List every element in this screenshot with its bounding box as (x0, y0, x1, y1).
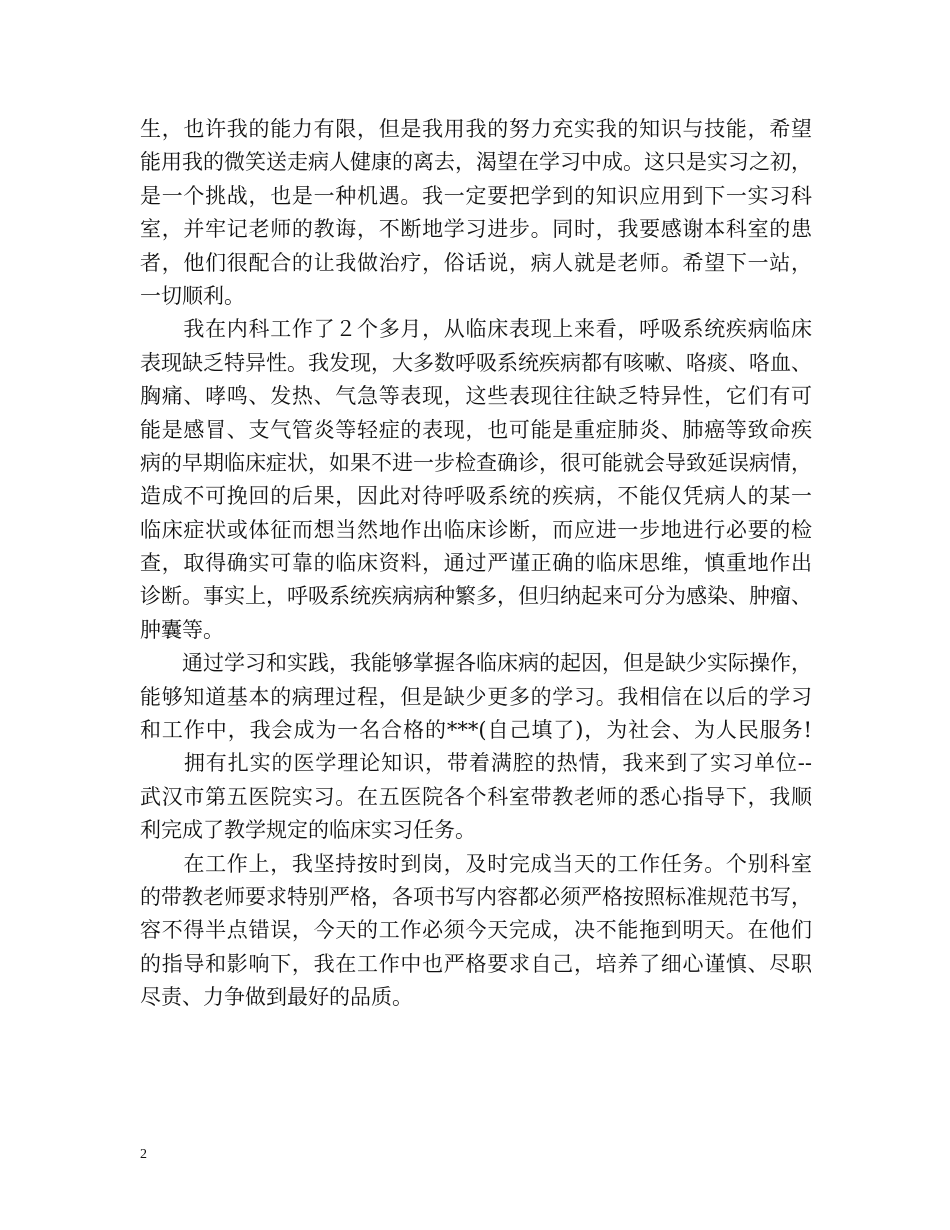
text-line: 尽责、力争做到最好的品质。 (140, 985, 413, 1010)
text-line: 一切顺利。 (140, 283, 245, 308)
text-line: 病的早期临床症状，如果不进一步检查确诊，很可能就会导致延误病情， (140, 450, 812, 475)
text-line: 拥有扎实的医学理论知识，带着满腔的热情，我来到了实习单位-- (140, 751, 812, 776)
document-body (140, 113, 812, 1015)
text-line: 查，取得确实可靠的临床资料，通过严谨正确的临床思维，慎重地作出 (140, 551, 812, 576)
text-line: 造成不可挽回的后果，因此对待呼吸系统的疾病，不能仅凭病人的某一 (140, 484, 812, 509)
text-line: 能够知道基本的病理过程，但是缺少更多的学习。我相信在以后的学习 (140, 684, 812, 709)
text-line: 肿囊等。 (140, 617, 224, 642)
text-line: 通过学习和实践，我能够掌握各临床病的起因，但是缺少实际操作， (140, 651, 812, 676)
text-line: 临床症状或体征而想当然地作出临床诊断，而应进一步地进行必要的检 (140, 517, 812, 542)
page-number: 2 (140, 1147, 147, 1162)
text-line: 我在内科工作了２个多月，从临床表现上来看，呼吸系统疾病临床 (140, 317, 812, 342)
text-line: 室，并牢记老师的教诲，不断地学习进步。同时，我要感谢本科室的患 (140, 217, 812, 242)
text-line: 生，也许我的能力有限，但是我用我的努力充实我的知识与技能，希望 (140, 117, 812, 141)
text-line: 的指导和影响下，我在工作中也严格要求自己，培养了细心谨慎、尽职 (140, 951, 812, 976)
text-line: 和工作中，我会成为一名合格的***(自己填了)，为社会、为人民服务! (140, 718, 812, 743)
text-line: 在工作上，我坚持按时到岗，及时完成当天的工作任务。个别科室 (140, 851, 812, 876)
text-line: 表现缺乏特异性。我发现，大多数呼吸系统疾病都有咳嗽、咯痰、咯血、 (140, 350, 812, 375)
text-line: 武汉市第五医院实习。在五医院各个科室带教老师的悉心指导下，我顺 (140, 784, 812, 809)
text-line: 能是感冒、支气管炎等轻症的表现，也可能是重症肺炎、肺癌等致命疾 (140, 417, 812, 442)
text-line: 者，他们很配合的让我做治疗，俗话说，病人就是老师。希望下一站， (140, 250, 812, 275)
text-line: 利完成了教学规定的临床实习任务。 (140, 818, 476, 843)
text-line: 的带教老师要求特别严格，各项书写内容都必须严格按照标准规范书写， (140, 884, 812, 909)
text-line: 容不得半点错误，今天的工作必须今天完成，决不能拖到明天。在他们 (140, 918, 812, 943)
text-line: 能用我的微笑送走病人健康的离去，渴望在学习中成。这只是实习之初， (140, 150, 812, 175)
text-line: 胸痛、哮鸣、发热、气急等表现，这些表现往往缺乏特异性，它们有可 (140, 384, 812, 409)
text-line: 诊断。事实上，呼吸系统疾病病种繁多，但归纳起来可分为感染、肿瘤、 (140, 584, 812, 609)
text-line: 是一个挑战，也是一种机遇。我一定要把学到的知识应用到下一实习科 (140, 183, 812, 208)
